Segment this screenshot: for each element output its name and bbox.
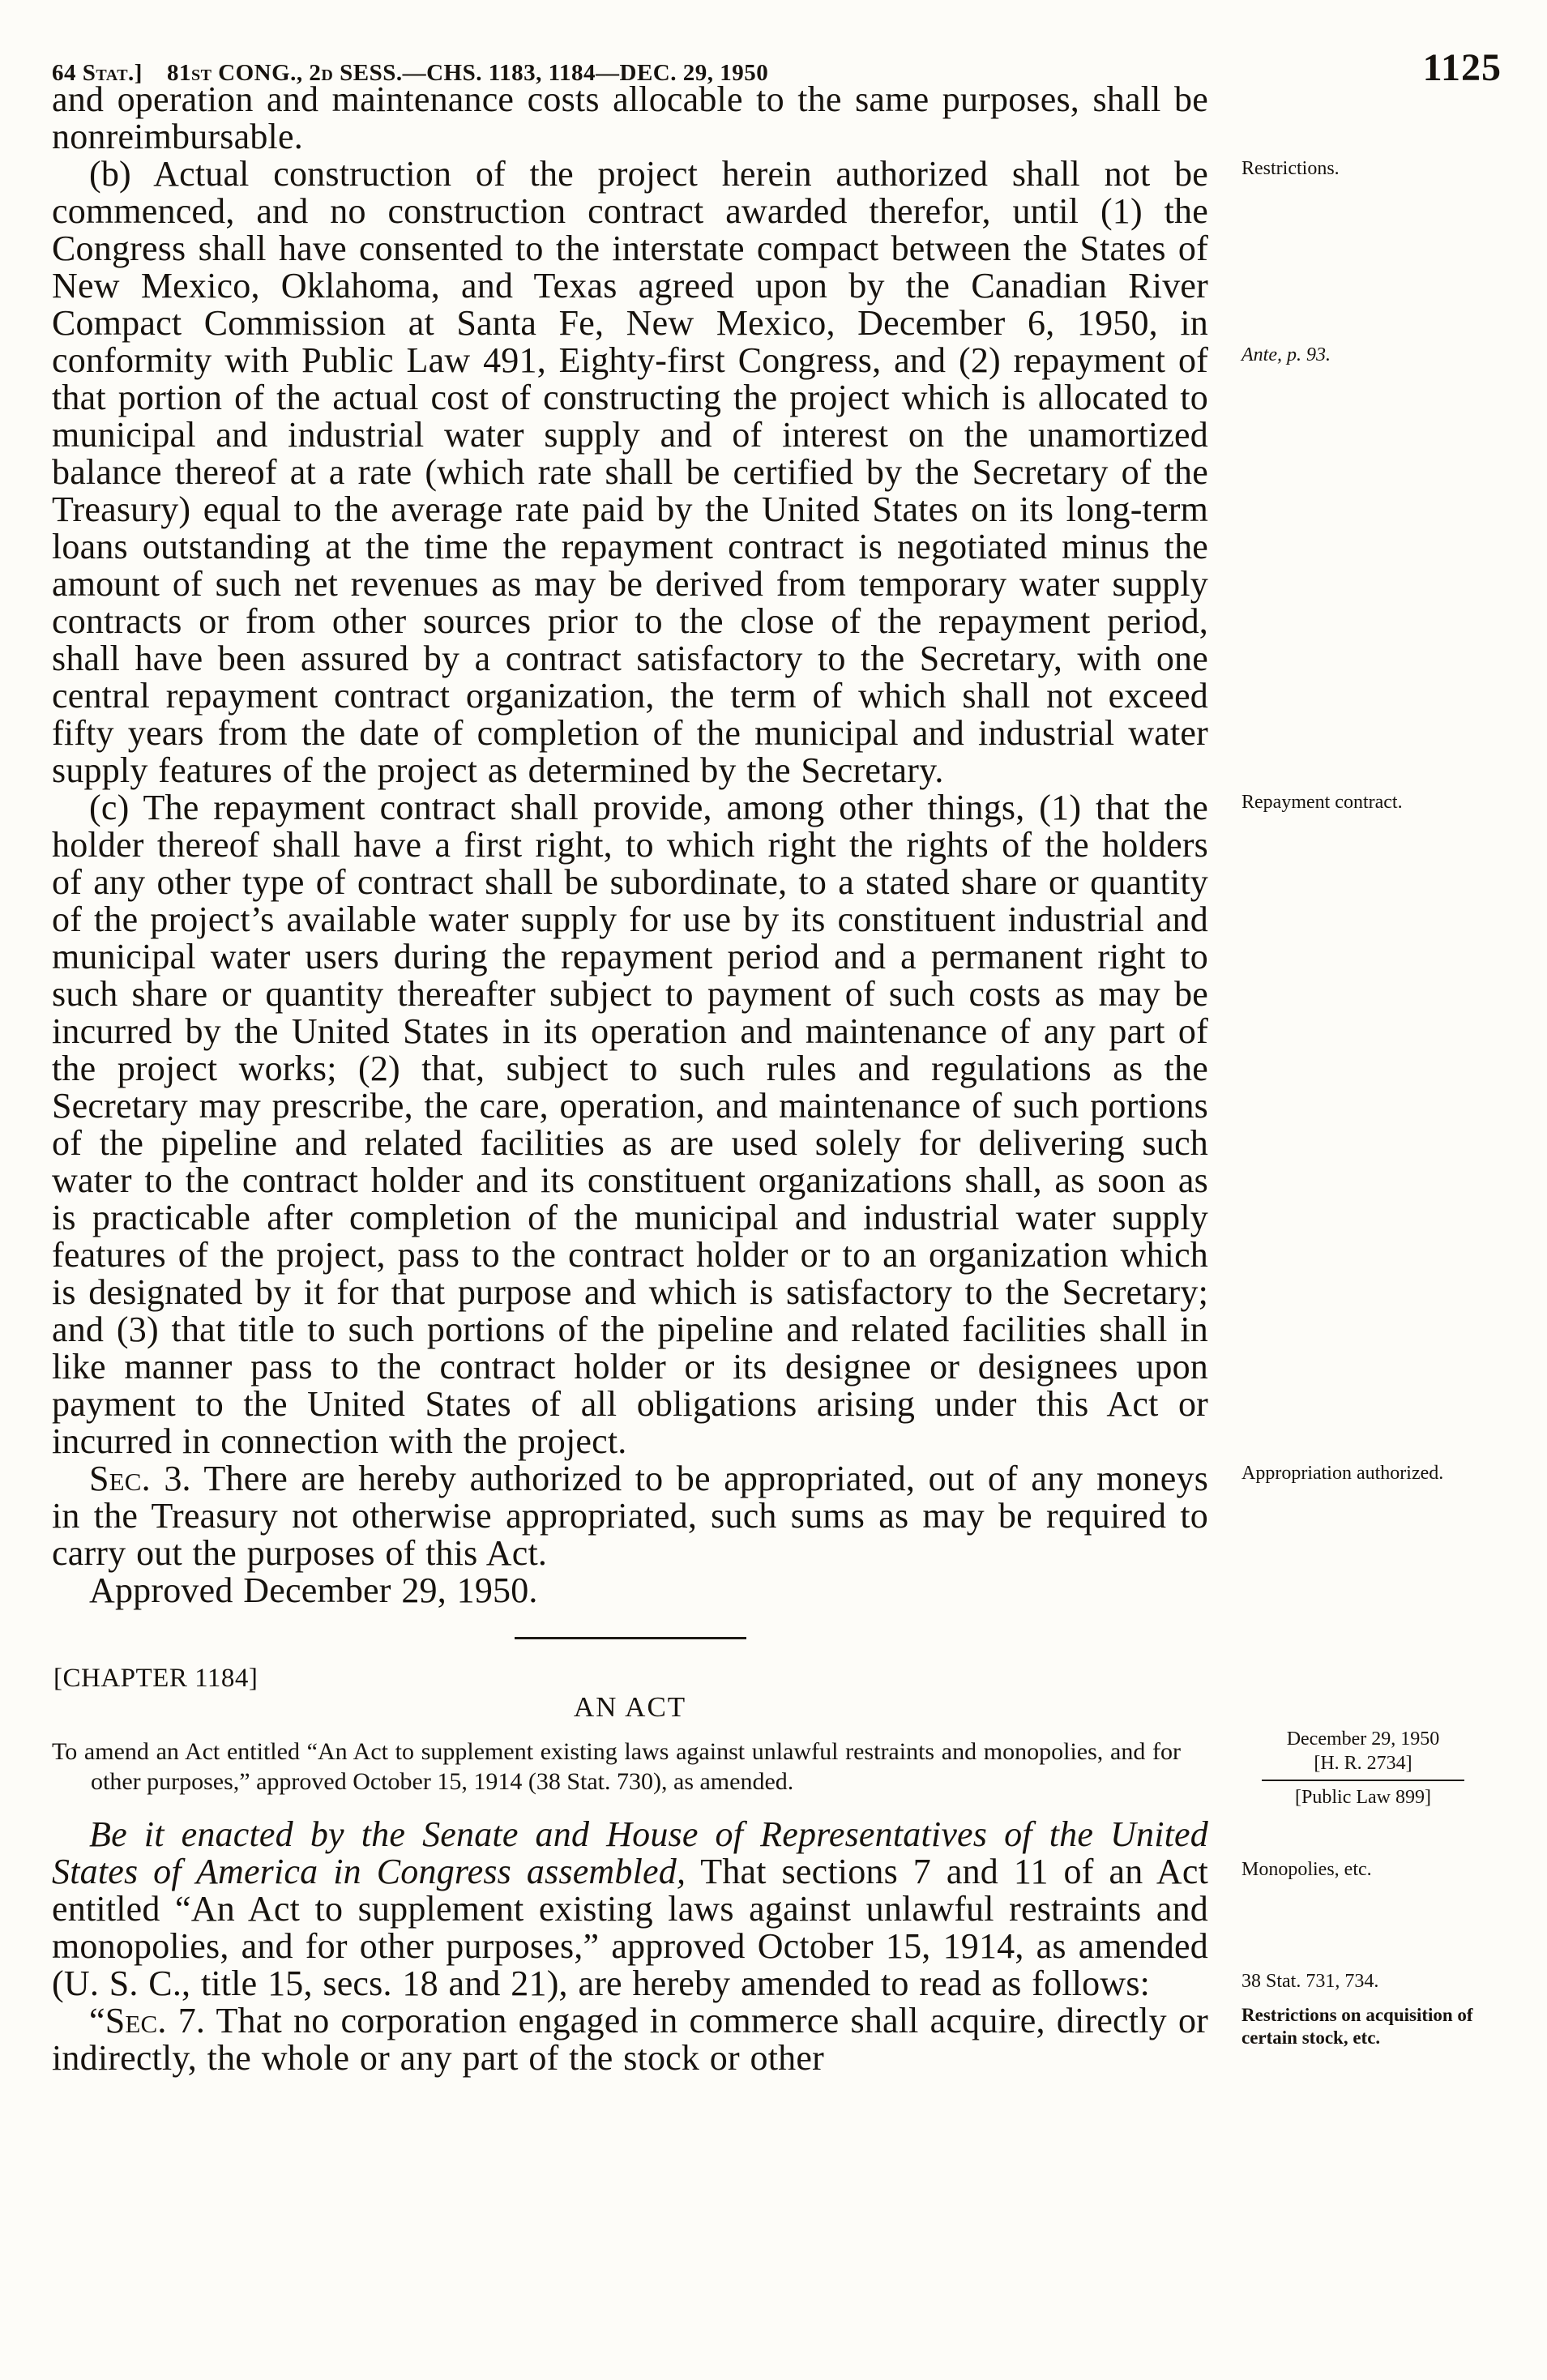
enacting-clause-paragraph [52, 1814, 1379, 2003]
chapter-label: [CHAPTER 1184] [53, 1664, 259, 1693]
subsection-c-paragraph [52, 788, 1403, 1461]
section-7-label: “Sec. 7. [89, 2001, 206, 2040]
enacting-clause-rest: That sections 7 and 11 of an Act entitled “An Act to supplement existing laws against unlawful restraints and monopolies, and for other purposes,” approved October 15, 1914, as amended (U. S. C., title 15, secs. 18 and 21), are hereby amended to read as follows: [52, 1852, 1208, 2003]
act-heading: AN ACT [573, 1691, 687, 1723]
chapter-heading-row [52, 1659, 1208, 1724]
sidebar-act-meta [1217, 1727, 1509, 1810]
section-3-label: Sec. 3. [89, 1459, 191, 1498]
act-title-text: To amend an Act entitled “An Act to supplement existing laws against unlawful restraints and monopolies, and for other purposes,” approved October 15, 1914 (38 Stat. 730), as amended. [52, 1738, 1181, 1795]
approval-date-line: Approved December 29, 1950. [89, 1570, 538, 1610]
section-3-paragraph [52, 1459, 1444, 1573]
subsection-b-paragraph [52, 154, 1340, 790]
section-3-text: There are hereby authorized to be appropriated, out of any moneys in the Treasury not otherwise appropriated, such sums as may be required to carry out the purposes of this Act. [52, 1459, 1209, 1573]
act-title-block [52, 1728, 1440, 1808]
act-date: December 29, 1950 [1286, 1728, 1440, 1750]
session-caption: 81st CONG., 2d SESS.—CHS. 1183, 1184—DEC. 29, 1950 [166, 60, 769, 86]
page-number: 1125 [1422, 46, 1502, 89]
paragraph-continuation: and operation and maintenance costs allocable to the same purposes, shall be nonreimbursable. [52, 79, 1208, 156]
public-law-number: [Public Law 899] [1295, 1787, 1431, 1808]
enacting-clause-italic: Be it enacted by the Senate and House of Representatives of the United States of America in Congress assembled, [52, 1814, 1208, 1891]
margin-note-monopolies: Monopolies, etc. [1241, 1859, 1372, 1880]
chapter-divider [515, 1637, 746, 1639]
margin-note-repayment-contract: Repayment contract. [1241, 792, 1403, 813]
section-7-text: That no corporation engaged in commerce shall acquire, directly or indirectly, the whole or any part of the stock or other [52, 2001, 1209, 2078]
margin-note-restrictions-acquisition: Restrictions on acquisition of certain stock, etc. [1241, 2005, 1473, 2048]
margin-note-restrictions: Restrictions. [1241, 158, 1340, 179]
margin-note-ante-reference: Ante, p. 93. [1241, 344, 1331, 365]
volume-citation: 64 Stat.] [52, 60, 143, 86]
margin-note-appropriation: Appropriation authorized. [1241, 1463, 1444, 1484]
subsection-b-text: (b) Actual construction of the project herein authorized shall not be commenced, and no construction contract awarded therefor, until (1) the Congress shall have consented to the interstate compact between the States of New Mexico, Oklahoma, and Texas agreed upon by the Canadian River Compact Commission at Santa Fe, New Mexico, December 6, 1950, in conformity with Public Law 491, Eighty-first Congress, and (2) repayment of that portion of the actual cost of constructing the project which is allocated to municipal and industrial water supply and of interest on the unamortized balance thereof at a rate (which rate shall be certified by the Secretary of the Treasury) equal to the average rate paid by the United States on its long-term loans outstanding at the time the repayment contract is negotiated minus the amount of such net revenues as may be derived from temporary water supply contracts or from other sources prior to the close of the repayment period, shall have been assured by a contract satisfactory to the Secretary, with one central repayment contract organization, the term of which shall not exceed fifty years from the date of completion of the municipal and industrial water supply features of the project as determined by the Secretary. [52, 154, 1208, 790]
section-7-paragraph [52, 2001, 1473, 2078]
bill-number: [H. R. 2734] [1262, 1751, 1464, 1781]
margin-note-stat-reference: 38 Stat. 731, 734. [1241, 1971, 1379, 1992]
subsection-c-text: (c) The repayment contract shall provide, among other things, (1) that the holder thereof shall have a first right, to which right the rights of the holders of any other type of contract shall be subordinate, to a stated share or quantity of the project’s available water supply for use by its constituent industrial and municipal water users during the repayment period and a permanent right to such share or quantity thereafter subject to payment of such costs as may be incurred by the United States in its operation and maintenance of any part of the project works; (2) that, subject to such rules and regulations as the Secretary may prescribe, the care, operation, and maintenance of such portions of the pipeline and related facilities as are used solely for delivering such water to the contract holder and its constituent organizations shall, as soon as is practicable after completion of the municipal and industrial water supply features of the project, pass to the contract holder or to an organization which is designated by it for that purpose and which is satisfactory to the Secretary; and (3) that title to such portions of the pipeline and related facilities shall in like manner pass to the contract holder or its designee or designees upon payment to the United States of all obligations arising under this Act or incurred in connection with the project. [52, 788, 1208, 1461]
text-column [52, 79, 1473, 2078]
